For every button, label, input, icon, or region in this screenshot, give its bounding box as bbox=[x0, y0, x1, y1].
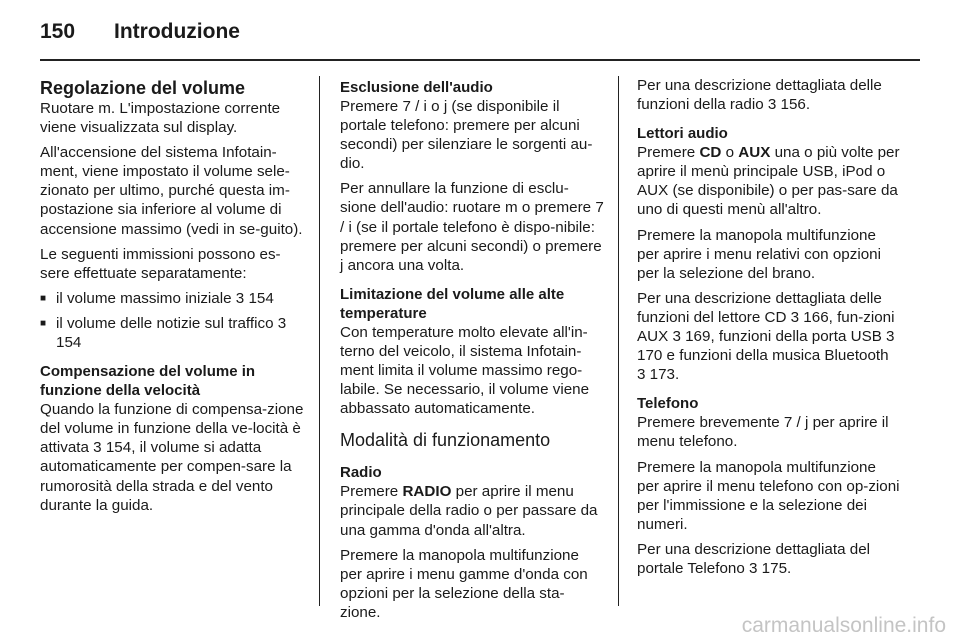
paragraph: Quando la funzione di compensa-zione del volume in funzione della ve-locità è attivata 3 154, il volume si adatta automaticamente per compen-sare la rumorosità della strada e del vento durante la guida. bbox=[40, 401, 304, 514]
paragraph: Premere la manopola multifunzione per aprire il menu telefono con op-zioni per l'immissione e la selezione dei numeri. bbox=[637, 458, 900, 533]
paragraph: Premere CD o AUX una o più volte per aprire il menù principale USB, iPod o AUX (se disponibile) o per pas-sare da uno di questi menù all'altro. bbox=[637, 144, 900, 219]
page-number: 150 bbox=[40, 20, 76, 43]
list-item: ■ il volume delle notizie sul traffico 3 154 bbox=[40, 314, 304, 352]
header-rule bbox=[40, 59, 920, 61]
column-3 bbox=[637, 76, 901, 584]
list-item: ■ il volume massimo iniziale 3 154 bbox=[40, 289, 304, 308]
heading-modes: Modalità di funzionamento bbox=[340, 430, 551, 451]
paragraph: Premere brevemente 7 / j per aprire il menu telefono. bbox=[637, 414, 889, 451]
column-2 bbox=[340, 76, 604, 628]
paragraph: Premere RADIO per aprire il menu principale della radio o per passare da una gamma d'onda all'altra. bbox=[340, 483, 598, 539]
heading-temperature: Limitazione del volume alle alte temperature bbox=[340, 285, 565, 322]
paragraph: Premere la manopola multifunzione per aprire i menu relativi con opzioni per la selezione del brano. bbox=[637, 226, 881, 282]
paragraph: Con temperature molto elevate all'in-terno del veicolo, il sistema Infotain-ment limita il volume massimo rego-labile. Se necessario, il volume viene abbassato automaticamente. bbox=[340, 323, 590, 418]
heading-radio: Radio bbox=[340, 464, 382, 482]
column-divider bbox=[618, 76, 619, 606]
paragraph: Premere la manopola multifunzione per aprire i menu gamme d'onda con opzioni per la selezione della sta-zione. bbox=[340, 546, 588, 621]
aux-button-label: AUX bbox=[738, 144, 771, 162]
paragraph: Ruotare m. L'impostazione corrente viene visualizzata sul display. bbox=[40, 100, 281, 137]
paragraph: Premere 7 / i o j (se disponibile il portale telefono: premere per alcuni secondi) per silenziare le sorgenti au-dio. bbox=[340, 98, 593, 173]
column-1 bbox=[40, 76, 304, 521]
heading-mute: Esclusione dell'audio bbox=[340, 79, 493, 96]
paragraph: Per una descrizione dettagliata delle funzioni del lettore CD 3 166, fun-zioni AUX 3 169, funzioni della porta USB 3 170 e funzioni della musica Bluetooth 3 173. bbox=[637, 289, 895, 384]
heading-audio-players: Lettori audio bbox=[637, 125, 728, 143]
page-title: Introduzione bbox=[114, 20, 240, 43]
paragraph: All'accensione del sistema Infotain-ment, viene impostato il volume sele-zionato per ultimo, purché questa im-postazione sia inferiore al volume di accensione massimo (vedi in se-guito). bbox=[40, 144, 303, 238]
radio-button-label: RADIO bbox=[402, 483, 452, 501]
heading-volume: Regolazione del volume bbox=[40, 78, 246, 98]
heading-speed-compensation: Compensazione del volume in funzione della velocità bbox=[40, 363, 256, 400]
paragraph: Le seguenti immissioni possono es-sere effettuate separatamente: bbox=[40, 245, 281, 282]
column-divider bbox=[319, 76, 320, 606]
heading-phone: Telefono bbox=[637, 395, 699, 413]
page-header bbox=[40, 14, 920, 54]
cd-button-label: CD bbox=[699, 144, 722, 162]
paragraph: Per una descrizione dettagliata delle funzioni della radio 3 156. bbox=[637, 77, 882, 114]
paragraph: Per una descrizione dettagliata del portale Telefono 3 175. bbox=[637, 540, 871, 577]
watermark: carmanualsonline.info bbox=[741, 614, 946, 637]
paragraph: Per annullare la funzione di esclu-sione dell'audio: ruotare m o premere 7 / i (se il portale telefono è dispo-nibile: premere per alcuni secondi) o premere j ancora una volta. bbox=[340, 180, 604, 274]
